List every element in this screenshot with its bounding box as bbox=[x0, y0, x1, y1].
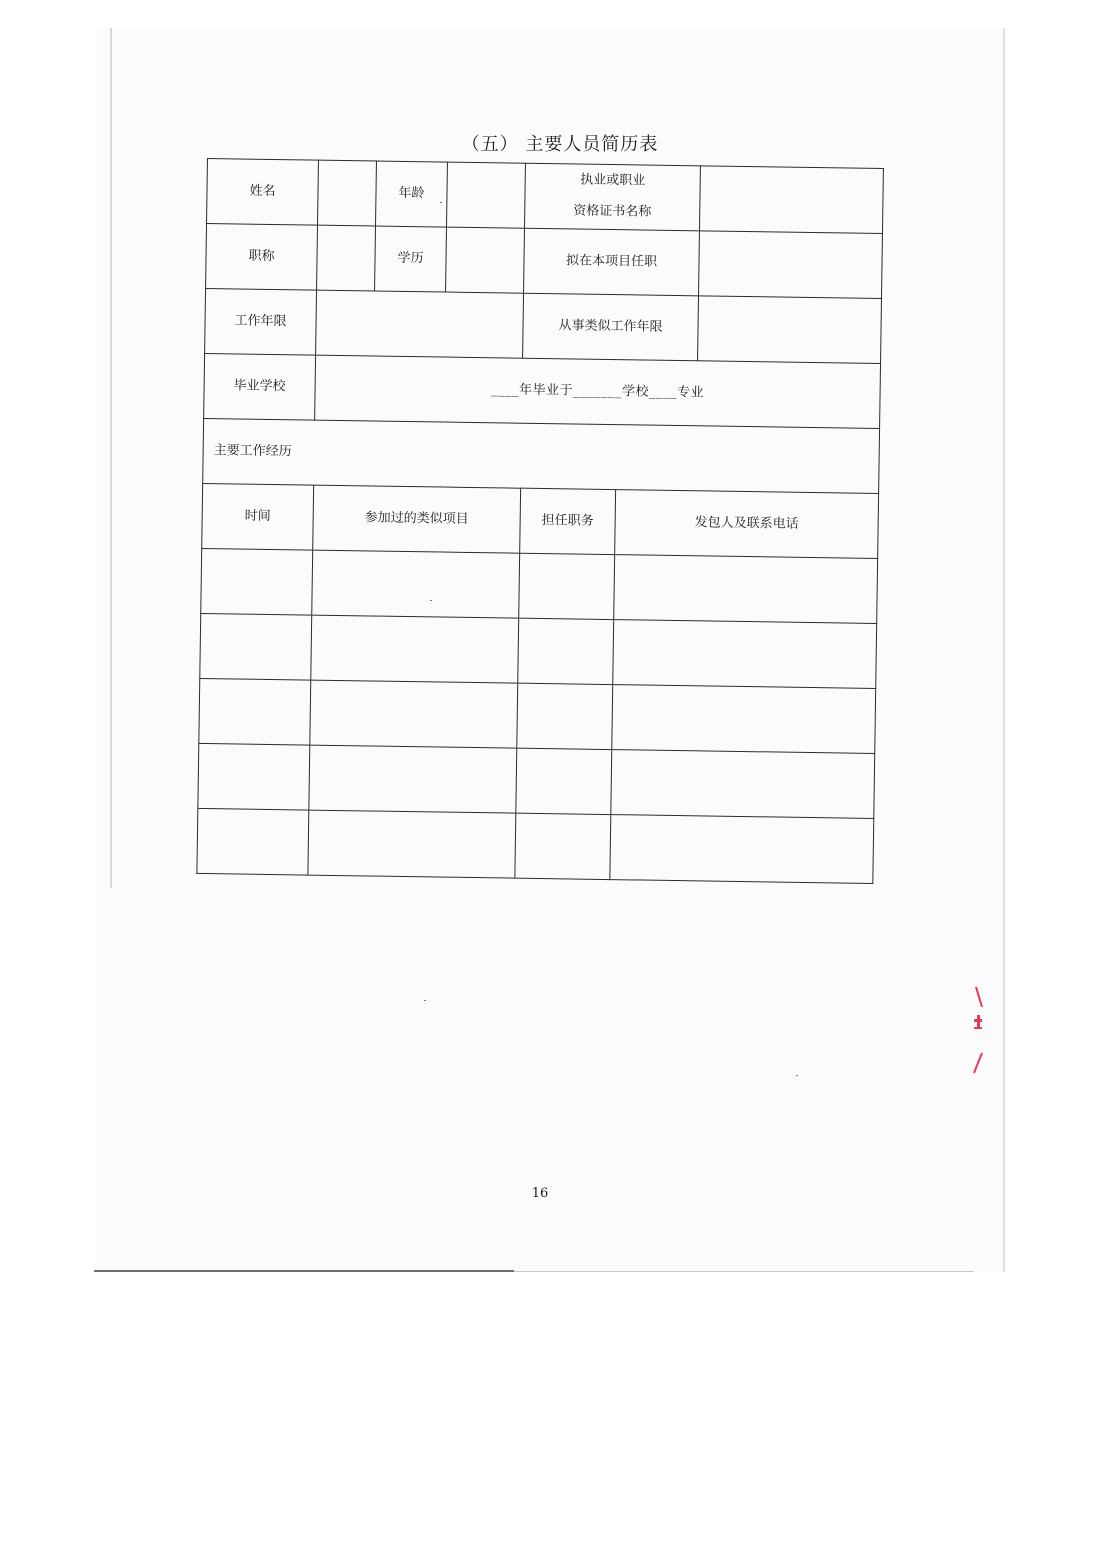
education-label: 学历 bbox=[375, 226, 447, 292]
graduation-template[interactable]: ____年毕业于_______学校____专业 bbox=[315, 355, 881, 428]
professional-title-value-cell[interactable] bbox=[317, 225, 376, 291]
certificate-value-cell[interactable] bbox=[699, 166, 883, 234]
similar-work-years-value-cell[interactable] bbox=[698, 296, 882, 364]
experience-row bbox=[201, 548, 878, 623]
experience-position-cell[interactable] bbox=[515, 813, 611, 879]
experience-position-cell[interactable] bbox=[516, 748, 612, 814]
row-name-age bbox=[207, 159, 884, 234]
education-value-cell[interactable] bbox=[446, 227, 525, 293]
experience-time-cell[interactable] bbox=[199, 678, 311, 745]
work-years-label: 工作年限 bbox=[205, 288, 317, 355]
graduated-school-label: 毕业学校 bbox=[204, 353, 316, 420]
experience-row bbox=[199, 678, 876, 753]
experience-project-cell[interactable] bbox=[309, 745, 517, 813]
experience-contact-cell[interactable] bbox=[613, 620, 877, 689]
work-years-value-cell[interactable] bbox=[316, 290, 524, 358]
scan-speck bbox=[796, 1075, 798, 1076]
scan-edge-bottom bbox=[94, 1270, 514, 1272]
scan-edge-left bbox=[110, 28, 112, 888]
experience-row bbox=[200, 613, 877, 688]
age-value-cell[interactable] bbox=[447, 162, 526, 228]
document-title: （五） 主要人员简历表 bbox=[461, 134, 659, 155]
experience-header-row bbox=[202, 483, 879, 558]
experience-project-cell[interactable] bbox=[308, 810, 516, 878]
experience-time-cell[interactable] bbox=[200, 613, 312, 680]
scan-speck bbox=[430, 600, 432, 601]
experience-position-cell[interactable] bbox=[518, 618, 614, 684]
similar-work-years-label: 从事类似工作年限 bbox=[523, 293, 699, 361]
experience-contact-cell[interactable] bbox=[611, 750, 875, 819]
red-seal-fragment bbox=[966, 985, 984, 1075]
column-header-employer-contact: 发包人及联系电话 bbox=[615, 490, 879, 559]
experience-row bbox=[197, 808, 874, 883]
experience-contact-cell[interactable] bbox=[612, 685, 876, 754]
scan-edge-right bbox=[1003, 28, 1005, 1272]
row-title-education bbox=[206, 224, 883, 299]
experience-contact-cell[interactable] bbox=[614, 555, 878, 624]
professional-title-label: 职称 bbox=[206, 224, 318, 291]
certificate-label-line1: 执业或职业 bbox=[580, 172, 646, 189]
certificate-label bbox=[524, 163, 700, 231]
experience-time-cell[interactable] bbox=[198, 743, 310, 810]
row-graduated-school bbox=[204, 353, 881, 428]
experience-project-cell[interactable] bbox=[312, 550, 520, 618]
column-header-similar-projects: 参加过的类似项目 bbox=[313, 485, 521, 553]
resume-table bbox=[196, 158, 884, 884]
name-value-cell[interactable] bbox=[318, 160, 377, 226]
experience-contact-cell[interactable] bbox=[610, 815, 874, 884]
age-label: 年龄 bbox=[376, 161, 448, 227]
name-label: 姓名 bbox=[207, 159, 319, 226]
experience-time-cell[interactable] bbox=[197, 808, 309, 875]
experience-position-cell[interactable] bbox=[519, 553, 615, 619]
experience-time-cell[interactable] bbox=[201, 548, 313, 615]
experience-project-cell[interactable] bbox=[311, 615, 519, 683]
row-work-years bbox=[205, 288, 882, 363]
scan-speck bbox=[424, 1000, 426, 1001]
experience-project-cell[interactable] bbox=[310, 680, 518, 748]
proposed-role-label: 拟在本项目任职 bbox=[524, 228, 700, 296]
page-number: 16 bbox=[531, 1186, 549, 1201]
experience-row bbox=[198, 743, 875, 818]
main-experience-label: 主要工作经历 bbox=[203, 418, 880, 493]
experience-position-cell[interactable] bbox=[517, 683, 613, 749]
certificate-label-line2: 资格证书名称 bbox=[573, 203, 652, 220]
column-header-position-held: 担任职务 bbox=[520, 488, 616, 554]
scan-speck bbox=[440, 202, 442, 203]
proposed-role-value-cell[interactable] bbox=[699, 231, 883, 299]
column-header-time: 时间 bbox=[202, 483, 314, 550]
scan-edge-bottom-faint bbox=[514, 1271, 974, 1272]
row-main-experience bbox=[203, 418, 880, 493]
